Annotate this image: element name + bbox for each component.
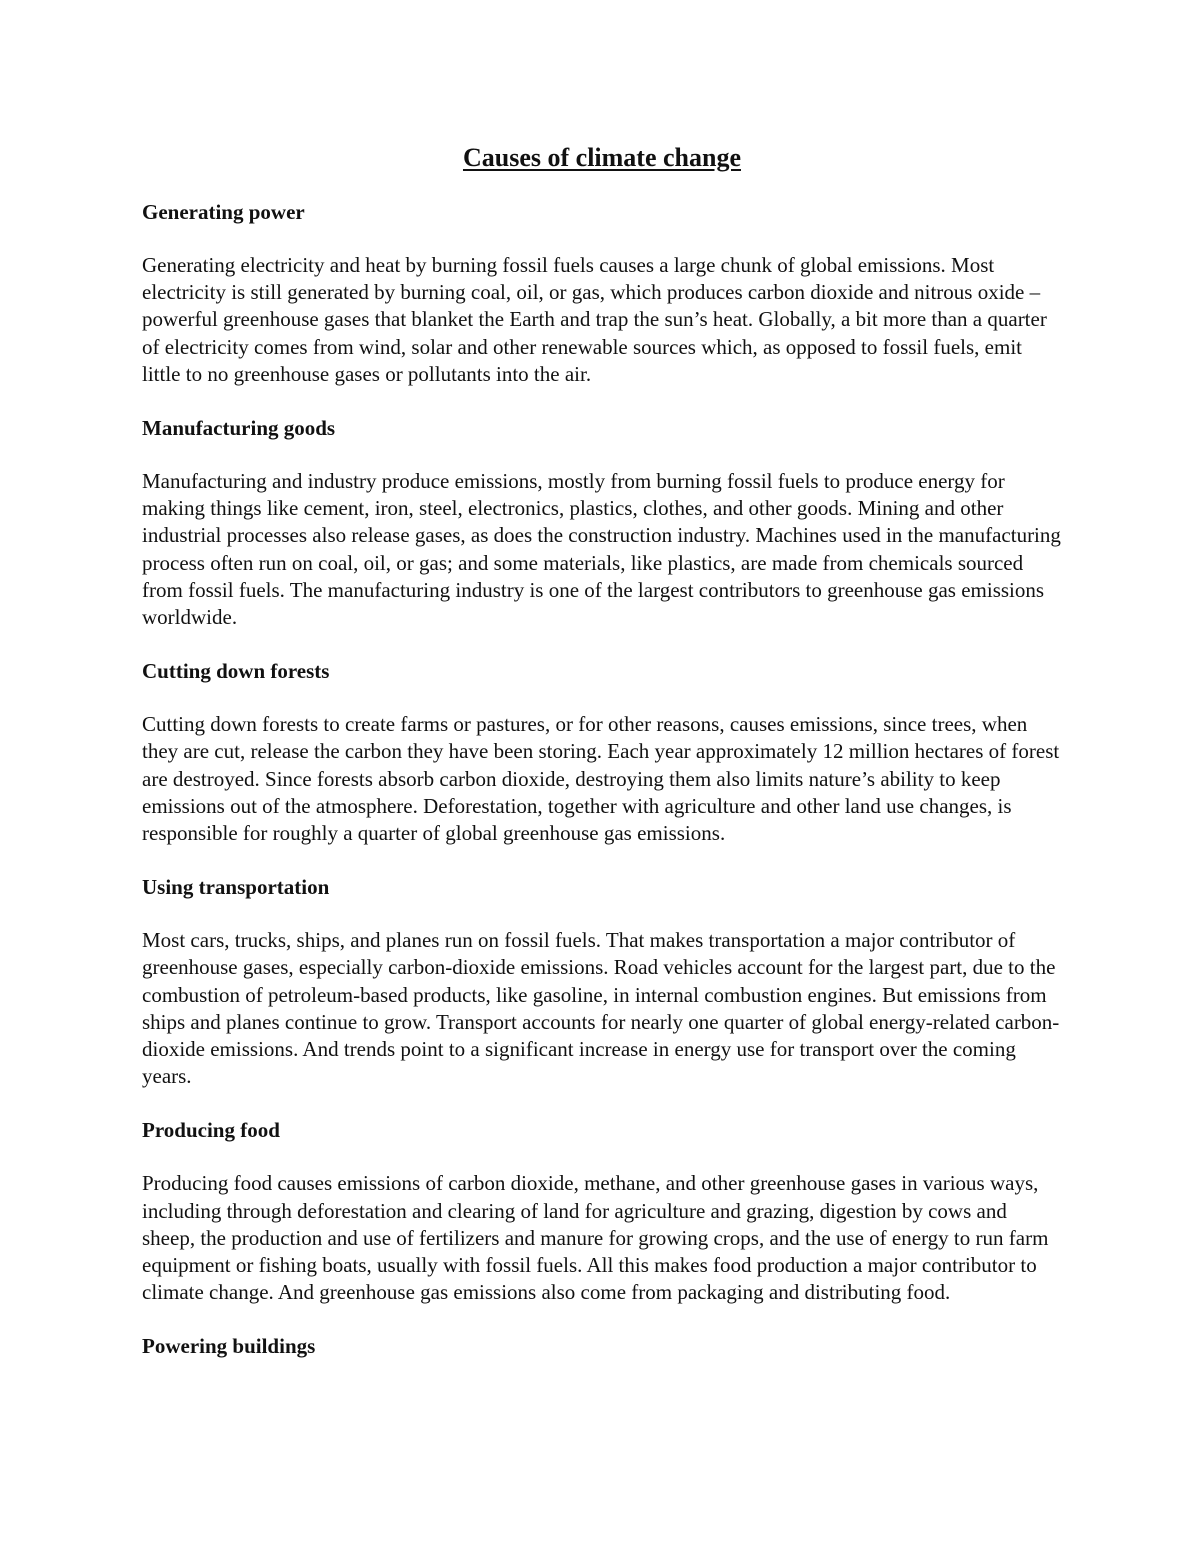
section-heading-using-transportation: Using transportation bbox=[142, 875, 330, 900]
section-heading-cutting-down-forests: Cutting down forests bbox=[142, 659, 330, 684]
section-heading-manufacturing-goods: Manufacturing goods bbox=[142, 416, 336, 441]
section-body-generating-power: Generating electricity and heat by burning fossil fuels causes a large chunk of global emissions. Most electricity is still generated by burning coal, oil, or gas, which produces carbon dioxide and nitrous oxide – powerful greenhouse gases that blanket the Earth and trap the sun’s heat. Globally, a bit more than a quarter of electricity comes from wind, solar and other renewable sources which, as opposed to fossil fuels, emit little to no greenhouse gases or pollutants into the air. bbox=[142, 253, 1047, 386]
document-page bbox=[142, 140, 1062, 1386]
document-title: Causes of climate change bbox=[462, 143, 741, 172]
section-heading-powering-buildings: Powering buildings bbox=[142, 1334, 316, 1359]
section-body-manufacturing-goods: Manufacturing and industry produce emissions, mostly from burning fossil fuels to produce energy for making things like cement, iron, steel, electronics, plastics, clothes, and other goods. Mining and other industrial processes also release gases, as does the construction industry. Machines used in the manufacturing process often run on coal, oil, or gas; and some materials, like plastics, are made from chemicals sourced from fossil fuels. The manufacturing industry is one of the largest contributors to greenhouse gas emissions worldwide. bbox=[142, 469, 1061, 630]
section-heading-generating-power: Generating power bbox=[142, 200, 305, 224]
section-body-using-transportation: Most cars, trucks, ships, and planes run on fossil fuels. That makes transportation a major contributor of greenhouse gases, especially carbon-dioxide emissions. Road vehicles account for the largest part, due to the combustion of petroleum-based products, like gasoline, in internal combustion engines. But emissions from ships and planes continue to grow. Transport accounts for nearly one quarter of global energy-related carbon-dioxide emissions. And trends point to a significant increase in energy use for transport over the coming years. bbox=[142, 928, 1060, 1089]
section-heading-producing-food: Producing food bbox=[142, 1118, 280, 1143]
section-body-producing-food: Producing food causes emissions of carbon dioxide, methane, and other greenhouse gases in various ways, including through deforestation and clearing of land for agriculture and grazing, digestion by cows and sheep, the production and use of fertilizers and manure for growing crops, and the use of energy to run farm equipment or fishing boats, usually with fossil fuels. All this makes food production a major contributor to climate change. And greenhouse gas emissions also come from packaging and distributing food. bbox=[142, 1171, 1049, 1305]
section-body-cutting-down-forests: Cutting down forests to create farms or pastures, or for other reasons, causes emissions, since trees, when they are cut, release the carbon they have been storing. Each year approximately 12 million hectares of forest are destroyed. Since forests absorb carbon dioxide, destroying them also limits nature’s ability to keep emissions out of the atmosphere. Deforestation, together with agriculture and other land use changes, is responsible for roughly a quarter of global greenhouse gas emissions. bbox=[142, 712, 1060, 846]
